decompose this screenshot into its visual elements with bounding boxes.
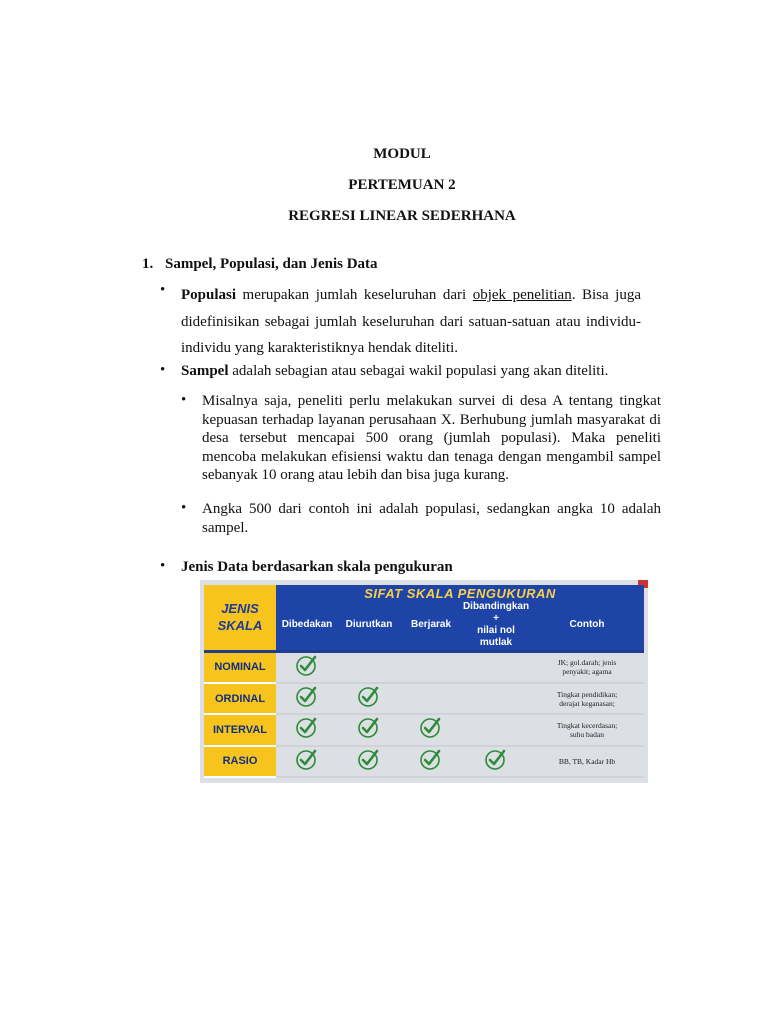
check-cell [338,714,400,745]
row-label: ORDINAL [204,683,276,714]
row-label: NOMINAL [204,651,276,683]
header-jenis-skala [204,585,276,651]
col-contoh: Contoh [530,601,644,651]
contoh-line: BB, TB, Kadar Hb [558,756,616,766]
check-cell [462,651,530,683]
section-number: 1. [142,256,154,272]
check-icon [295,653,319,677]
scale-table [204,585,644,778]
col-dibandingkan [462,601,530,651]
contoh-line: suhu badan [570,729,604,739]
table-row [204,714,644,745]
check-cell [462,746,530,777]
bullet-dot: • [181,392,187,408]
check-cell [462,683,530,714]
bullet-dot: • [181,500,187,516]
term-sampel: Sampel [181,363,229,379]
contoh-cell [530,714,644,745]
check-cell [276,714,338,745]
check-cell [276,746,338,777]
row-label: INTERVAL [204,714,276,745]
check-icon [357,715,381,739]
section-heading [142,256,378,273]
check-cell [338,651,400,683]
contoh-line: Tingkat pendidikan; [556,689,618,699]
title-modul: MODUL [373,146,431,162]
bullet-sampel-text [181,362,641,380]
check-cell [400,651,462,683]
check-icon [357,684,381,708]
check-icon [484,747,508,771]
section-heading-text: Sampel, Populasi, dan Jenis Data [165,256,378,272]
header-jenis: JENIS [221,601,259,617]
header-skala: SKALA [217,618,263,634]
table-row [204,683,644,714]
check-icon [295,715,319,739]
title-block [0,146,768,239]
title-pertemuan: PERTEMUAN 2 [348,177,456,193]
check-icon [419,715,443,739]
check-cell [338,683,400,714]
col-dibedakan: Dibedakan [276,601,338,651]
col-dibandingkan-line1: Dibandingkan + [462,601,530,625]
contoh-cell [530,651,644,683]
col-diurutkan: Diurutkan [338,601,400,651]
check-cell [400,683,462,714]
contoh-line: Tingkat kecerdasan; [556,720,618,730]
contoh-cell [530,746,644,777]
bullet-populasi-text [181,282,641,362]
sampel-text: adalah sebagian atau sebagai wakil populasi yang akan diteliti. [228,363,609,379]
bullet-dot: • [160,558,166,574]
contoh-cell [530,683,644,714]
contoh-line: derajat keganasan; [559,698,615,708]
check-cell [338,746,400,777]
check-cell [276,651,338,683]
check-cell [462,714,530,745]
col-dibandingkan-line2: nilai nol mutlak [477,625,515,649]
scale-table-image [200,580,648,783]
col-berjarak: Berjarak [400,601,462,651]
bullet-jenis-data-text: Jenis Data berdasarkan skala pengukuran [181,559,453,575]
bullet-dot: • [160,282,166,298]
populasi-text-2: . Bisa juga didefinisikan sebagai jumlah keseluruhan dari satuan-satuan atau individu-individu yang karakteristiknya hendak diteliti. [181,287,642,356]
contoh-line: JK; gol.darah; jenis [557,658,617,668]
check-icon [419,747,443,771]
sub-bullet-angka-text: Angka 500 dari contoh ini adalah populasi, sedangkan angka 10 adalah sampel. [202,501,661,536]
table-row [204,746,644,777]
term-populasi: Populasi [181,287,237,303]
row-label: RASIO [204,746,276,777]
bullet-dot: • [160,362,166,378]
objek-penelitian-link[interactable]: objek penelitian [472,287,572,303]
sub-bullet-contoh-text: Misalnya saja, peneliti perlu melakukan survei di desa A tentang tingkat kepuasan terhadap layanan perusahaan X. Berhubung jumlah masyarakat di desa tersebut mencapai 500 orang (jumlah populasi). Maka peneliti mencoba melakukan efisiensi waktu dan tenaga dengan mengambil sampel sebanyak 10 orang atau lebih dan bisa juga kurang. [202,393,661,483]
check-icon [295,684,319,708]
check-icon [295,747,319,771]
check-icon [357,747,381,771]
check-cell [400,746,462,777]
check-cell [400,714,462,745]
populasi-text-1: merupakan jumlah keseluruhan dari [236,287,473,303]
check-cell [276,683,338,714]
table-row [204,651,644,683]
contoh-line: penyakit; agama [562,667,612,677]
title-regresi: REGRESI LINEAR SEDERHANA [288,208,516,224]
header-sifat-skala: SIFAT SKALA PENGUKURAN [276,585,644,601]
